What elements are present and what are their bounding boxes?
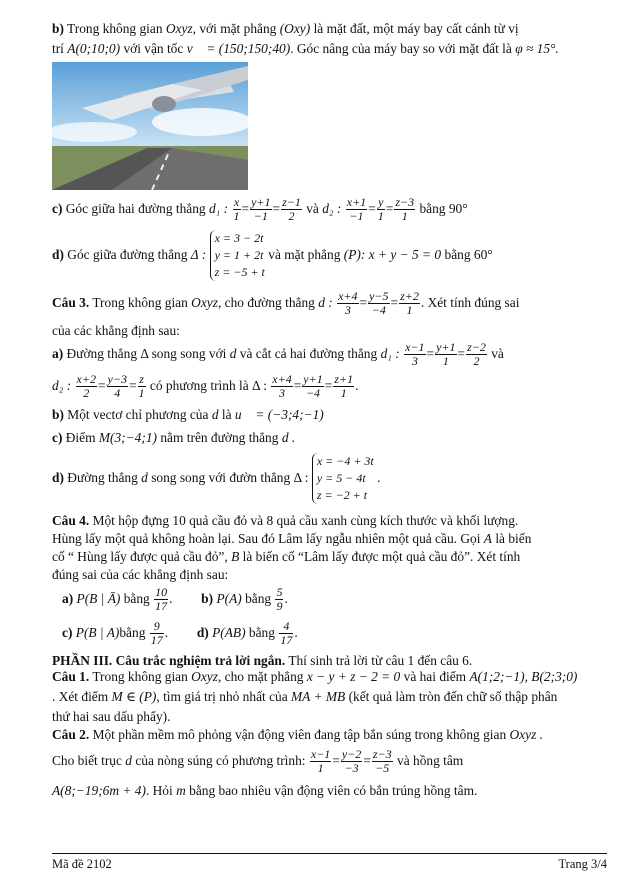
q4-line2: Hùng lấy một quả không hoàn lại. Sau đó Lâm lấy ngẫu nhiên một quả cầu. Gọi A là biến xyxy=(52,531,532,546)
q3-c: c) Điểm M(3;−4;1) nằm trên đường thẳng d . xyxy=(52,430,296,445)
p3q2-line3: A(8;−19;6m + 4). Hỏi m bằng bao nhiêu vận động viên có bắn trúng hồng tâm. xyxy=(52,783,478,798)
q4-line3: cố “ Hùng lấy được quả cầu đỏ”, B là biến cố “Lâm lấy được một quả cầu đỏ”. Xét tính xyxy=(52,549,521,564)
part3-heading: PHẦN III. Câu trắc nghiệm trả lời ngắn. Thí sinh trả lời từ câu 1 đến câu 6. xyxy=(52,653,473,668)
p3q1-line1: Câu 1. Trong không gian Oxyz, cho mặt phẳng x − y + z − 2 = 0 và hai điểm A(1;2;−1), B(2;3;0) xyxy=(52,669,578,684)
q3-a: a) Đường thẳng Δ song song với d và cắt cả hai đường thẳng d₁ : $\frac{x-1}{3}$ = $\frac{y+1}{1}$ = $\frac{z-2}{2}$ và xyxy=(52,340,504,369)
system-delta-2: x = −4 + 3t y = 5 − 4t z = −2 + t xyxy=(312,453,374,504)
q3-d: d) Đường thẳng d song song với đườn thẳng Δ : x = −4 + 3t y = 5 − 4t z = −2 + t . xyxy=(52,454,381,503)
item-c: c) Góc giữa hai đường thẳng d₁ : $\frac{x}{1}$ = $\frac{y+1}{-1}$ = $\frac{z-1}{2}$ và d₂ : $\frac{x+1}{-1}$ = $\frac{y}{1}$ = $\frac{z-3}{1}$ bằng 90° xyxy=(52,195,468,224)
page-footer xyxy=(52,853,607,872)
q3-stem: Câu 3. Trong không gian Oxyz, cho đường thẳng d : $\frac{x+4}{3}$ = $\frac{y-5}{-4}$ = $\frac{z+2}{1}$ . Xét tính đúng sai xyxy=(52,289,520,318)
item-d: d) Góc giữa đường thẳng Δ : x = 3 − 2t y = 1 + 2t z = −5 + t và mặt phẳng (P): x + y − 5 = 0 bằng 60° xyxy=(52,231,493,280)
item-b-line1: b) Trong không gian Oxyz, với mặt phẳng (Oxy) là mặt đất, một máy bay cất cánh từ vị xyxy=(52,21,519,36)
system-delta: x = 3 − 2t y = 1 + 2t z = −5 + t xyxy=(210,230,265,281)
q3-a-2: d₂ : $\frac{x+2}{2}$ = $\frac{y-3}{4}$ = $\frac{z}{1}$ có phương trình là Δ : $\frac{x+4}{3}$ = $\frac{y+1}{-4}$ = $\frac{z+1}{1}$ . xyxy=(52,372,359,401)
airplane-photo xyxy=(52,62,248,190)
page-number: Trang 3/4 xyxy=(558,857,607,871)
p3q1-line2: . Xét điểm M ∈ (P), tìm giá trị nhỏ nhất của MA + MB (kết quả làm tròn đến chữ số thập phân xyxy=(52,689,558,704)
q4-line1: Câu 4. Một hộp đựng 10 quả cầu đỏ và 8 quả cầu xanh cùng kích thước và khối lượng. xyxy=(52,513,519,528)
exam-code: Mã đề 2102 xyxy=(52,857,112,871)
q4-ab: a) P(B | Ā) bằng $\frac{10}{17}$ . b) P(A) bằng $\frac{5}{9}$ . xyxy=(62,585,288,614)
p3q2-line2: Cho biết trục d của nòng súng có phương trình: $\frac{x-1}{1}$ = $\frac{y-2}{-3}$ = $\frac{z-3}{-5}$ và hồng tâm xyxy=(52,747,464,776)
item-b-line2: trí A(0;10;0) với vận tốc v⃗ = (150;150;40). Góc nâng của máy bay so với mặt đất là φ ≈ 15°. xyxy=(52,41,559,56)
q4-line4: đúng sai của các khẳng định sau: xyxy=(52,567,229,582)
p3q2-line1: Câu 2. Một phần mềm mô phỏng vận động viên đang tập bắn súng trong không gian Oxyz . xyxy=(52,727,543,742)
q3-b: b) Một vectơ chỉ phương của d là u⃗ = (−3;4;−1) xyxy=(52,407,324,422)
q4-cd: c) P(B | A)bằng $\frac{9}{17}$ . d) P(AB) bằng $\frac{4}{17}$ . xyxy=(62,619,298,648)
q3-stem-2: của các khẳng định sau: xyxy=(52,323,180,338)
p3q1-line3: thứ hai sau dấu phẩy). xyxy=(52,709,171,724)
